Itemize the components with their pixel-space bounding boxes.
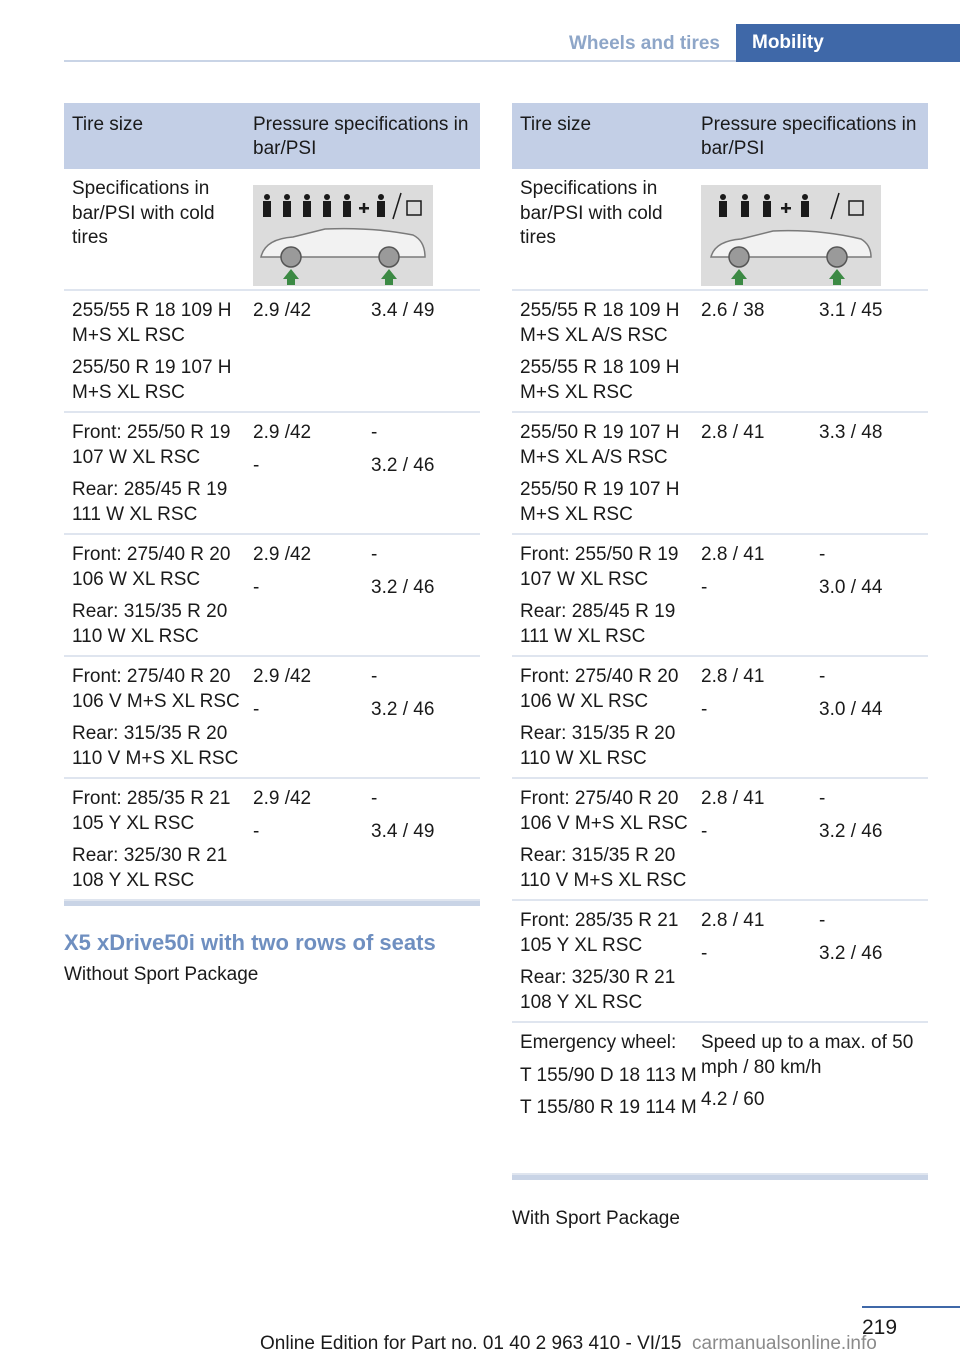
tire-size-text: Front: 285/35 R 21 105 Y XL RSC [520, 910, 679, 956]
tire-size-text: Rear: 325/30 R 21 108 Y XL RSC [520, 967, 676, 1013]
table-end-rule [64, 901, 480, 906]
tire-size-text: Front: 275/40 R 20 106 V M+S XL RSC [520, 788, 688, 834]
pressure-value: 2.9 /42 [253, 300, 312, 321]
pressure-value: 3.2 / 46 [371, 454, 435, 476]
pressure-value: 2.8 / 41 [701, 666, 765, 687]
page-number-rule [862, 1306, 960, 1308]
tire-size-cell [64, 657, 253, 777]
emergency-tire-size: T 155/90 D 18 113 M [520, 1064, 697, 1086]
pressure-full-load-cell [819, 291, 928, 411]
pressure-value: 3.4 / 49 [371, 300, 435, 321]
spec-label: Specifications in bar/PSI with cold tires [520, 178, 663, 248]
pressure-value: - [253, 820, 260, 842]
pressure-value: 2.8 / 41 [701, 422, 765, 443]
table-row [512, 901, 928, 1023]
pressure-value: - [371, 544, 378, 565]
footer-edition: Online Edition for Part no. 01 40 2 963 410 - VI/15 [260, 1333, 682, 1354]
header-pressure-spec: Pressure specifications in bar/PSI [253, 114, 469, 159]
pressure-value: - [819, 910, 826, 931]
header-pressure-spec: Pressure specifications in bar/PSI [701, 114, 917, 159]
pressure-value: - [253, 698, 260, 720]
pressure-full-load-cell [371, 535, 480, 655]
tire-size-cell [512, 901, 701, 1021]
tire-size-text: 255/55 R 18 109 H M+S XL RSC [520, 357, 680, 403]
tire-size-text: Front: 275/40 R 20 106 V M+S XL RSC [72, 666, 240, 712]
tire-size-cell [512, 291, 701, 411]
table-row [64, 413, 480, 535]
pressure-value: 2.8 / 41 [701, 788, 765, 809]
tire-size-text: Front: 285/35 R 21 105 Y XL RSC [72, 788, 231, 834]
tire-size-cell [64, 779, 253, 899]
table-end-rule [512, 1175, 928, 1180]
pressure-full-load-cell [819, 657, 928, 777]
emergency-tire-size: T 155/80 R 19 114 M [520, 1097, 697, 1118]
pressure-value: 3.0 / 44 [819, 698, 883, 720]
pressure-value: - [701, 820, 708, 842]
table-row [512, 779, 928, 901]
table-row [64, 535, 480, 657]
pressure-front-cell [701, 413, 819, 533]
pressure-front-cell [253, 535, 371, 655]
pressure-value: 3.2 / 46 [819, 820, 883, 842]
pressure-front-cell [701, 291, 819, 411]
tire-size-cell [512, 779, 701, 899]
pressure-value: 3.2 / 46 [371, 576, 435, 598]
table-header [512, 103, 928, 169]
person-icons [263, 194, 385, 217]
spec-row [64, 169, 480, 291]
pressure-value: - [253, 454, 260, 476]
section-title: X5 xDrive50i with two rows of seats [64, 930, 436, 955]
pressure-value: 3.4 / 49 [371, 820, 435, 842]
emergency-wheel-row [512, 1023, 928, 1175]
emergency-speed-limit: Speed up to a max. of 50 mph / 80 km/h [701, 1032, 914, 1078]
pressure-value: - [701, 942, 708, 964]
table-row [512, 535, 928, 657]
pressure-value: - [819, 666, 826, 687]
tire-size-cell [512, 535, 701, 655]
table-header [64, 103, 480, 169]
pressure-value: 2.8 / 41 [701, 544, 765, 565]
pressure-front-cell [701, 657, 819, 777]
header-chapter-tab[interactable]: Mobility [736, 24, 960, 62]
emergency-label: Emergency wheel: [520, 1032, 677, 1053]
spec-label: Specifications in bar/PSI with cold tires [72, 178, 215, 248]
pressure-value: - [371, 788, 378, 809]
watermark: carmanualsonline.info [692, 1333, 877, 1354]
load-icon-cell [701, 169, 928, 289]
vehicle-load-icon [701, 185, 881, 286]
tire-size-cell [512, 413, 701, 533]
pressure-full-load-cell [371, 291, 480, 411]
table-row [64, 291, 480, 413]
vehicle-load-icon [253, 185, 433, 286]
tire-pressure-table-right [512, 103, 928, 1180]
table-row [512, 291, 928, 413]
tire-size-text: Rear: 315/35 R 20 110 W XL RSC [72, 601, 228, 647]
pressure-value: 2.8 / 41 [701, 910, 765, 931]
pressure-full-load-cell [819, 535, 928, 655]
tire-size-text: Rear: 285/45 R 19 111 W XL RSC [520, 601, 676, 647]
tire-size-text: 255/55 R 18 109 H M+S XL A/S RSC [520, 300, 680, 346]
pressure-front-cell [253, 779, 371, 899]
load-icon-cell [253, 169, 480, 289]
tire-size-text: Rear: 315/35 R 20 110 V M+S XL RSC [520, 845, 687, 891]
tire-pressure-table-left [64, 103, 480, 906]
table-row [512, 657, 928, 779]
pressure-value: 2.9 /42 [253, 422, 312, 443]
pressure-front-cell [253, 413, 371, 533]
tire-size-cell [64, 413, 253, 533]
person-icons [719, 194, 809, 217]
pressure-value: - [701, 698, 708, 720]
pressure-front-cell [253, 291, 371, 411]
tire-size-text: Front: 275/40 R 20 106 W XL RSC [72, 544, 231, 590]
tire-size-text: 255/50 R 19 107 H M+S XL RSC [520, 479, 680, 525]
pressure-value: 3.3 / 48 [819, 422, 883, 443]
pressure-full-load-cell [371, 413, 480, 533]
emergency-tire-cell [512, 1023, 701, 1173]
pressure-value: - [371, 422, 378, 443]
tire-size-text: Front: 255/50 R 19 107 W XL RSC [72, 422, 231, 468]
pressure-value: - [819, 788, 826, 809]
pressure-value: 3.0 / 44 [819, 576, 883, 598]
tire-size-text: Rear: 315/35 R 20 110 V M+S XL RSC [72, 723, 239, 769]
pressure-full-load-cell [371, 779, 480, 899]
table-row [512, 413, 928, 535]
pressure-full-load-cell [819, 779, 928, 899]
page-number: 219 [862, 1316, 898, 1339]
header-tire-size: Tire size [520, 114, 592, 135]
tire-size-text: Rear: 315/35 R 20 110 W XL RSC [520, 723, 676, 769]
emergency-spec-cell [701, 1023, 928, 1173]
pressure-value: 3.2 / 46 [371, 698, 435, 720]
tire-size-text: Front: 275/40 R 20 106 W XL RSC [520, 666, 679, 712]
spec-row [512, 169, 928, 291]
pressure-full-load-cell [371, 657, 480, 777]
pressure-value: 2.6 / 38 [701, 300, 765, 321]
header-tire-size: Tire size [72, 114, 144, 135]
header-section-label[interactable]: Wheels and tires [569, 33, 720, 54]
pressure-front-cell [701, 779, 819, 899]
pressure-value: - [371, 666, 378, 687]
tire-pressure-arrows [283, 269, 397, 285]
pressure-value: 2.9 /42 [253, 788, 312, 809]
tire-size-cell [512, 657, 701, 777]
car-silhouette [711, 231, 871, 267]
tire-size-cell [64, 291, 253, 411]
tire-pressure-arrows [731, 269, 845, 285]
emergency-pressure: 4.2 / 60 [701, 1089, 765, 1110]
pressure-front-cell [701, 535, 819, 655]
tire-size-cell [64, 535, 253, 655]
tire-size-text: 255/55 R 18 109 H M+S XL RSC [72, 300, 232, 346]
pressure-value: 2.9 /42 [253, 544, 312, 565]
pressure-value: 3.2 / 46 [819, 942, 883, 964]
car-silhouette [261, 229, 425, 267]
pressure-front-cell [253, 657, 371, 777]
tire-size-text: Rear: 285/45 R 19 111 W XL RSC [72, 479, 228, 525]
pressure-front-cell [701, 901, 819, 1021]
pressure-full-load-cell [819, 413, 928, 533]
pressure-value: 3.1 / 45 [819, 300, 883, 321]
table-row [64, 779, 480, 901]
pressure-value: - [819, 544, 826, 565]
pressure-value: 2.9 /42 [253, 666, 312, 687]
tire-size-text: 255/50 R 19 107 H M+S XL A/S RSC [520, 422, 680, 468]
tire-size-text: Front: 255/50 R 19 107 W XL RSC [520, 544, 679, 590]
pressure-value: - [253, 576, 260, 598]
tire-size-text: 255/50 R 19 107 H M+S XL RSC [72, 357, 232, 403]
table-row [64, 657, 480, 779]
pressure-value: - [701, 576, 708, 598]
with-sport-label: With Sport Package [512, 1208, 680, 1229]
pressure-full-load-cell [819, 901, 928, 1021]
tire-size-text: Rear: 325/30 R 21 108 Y XL RSC [72, 845, 228, 891]
section-subtitle: Without Sport Package [64, 964, 259, 985]
